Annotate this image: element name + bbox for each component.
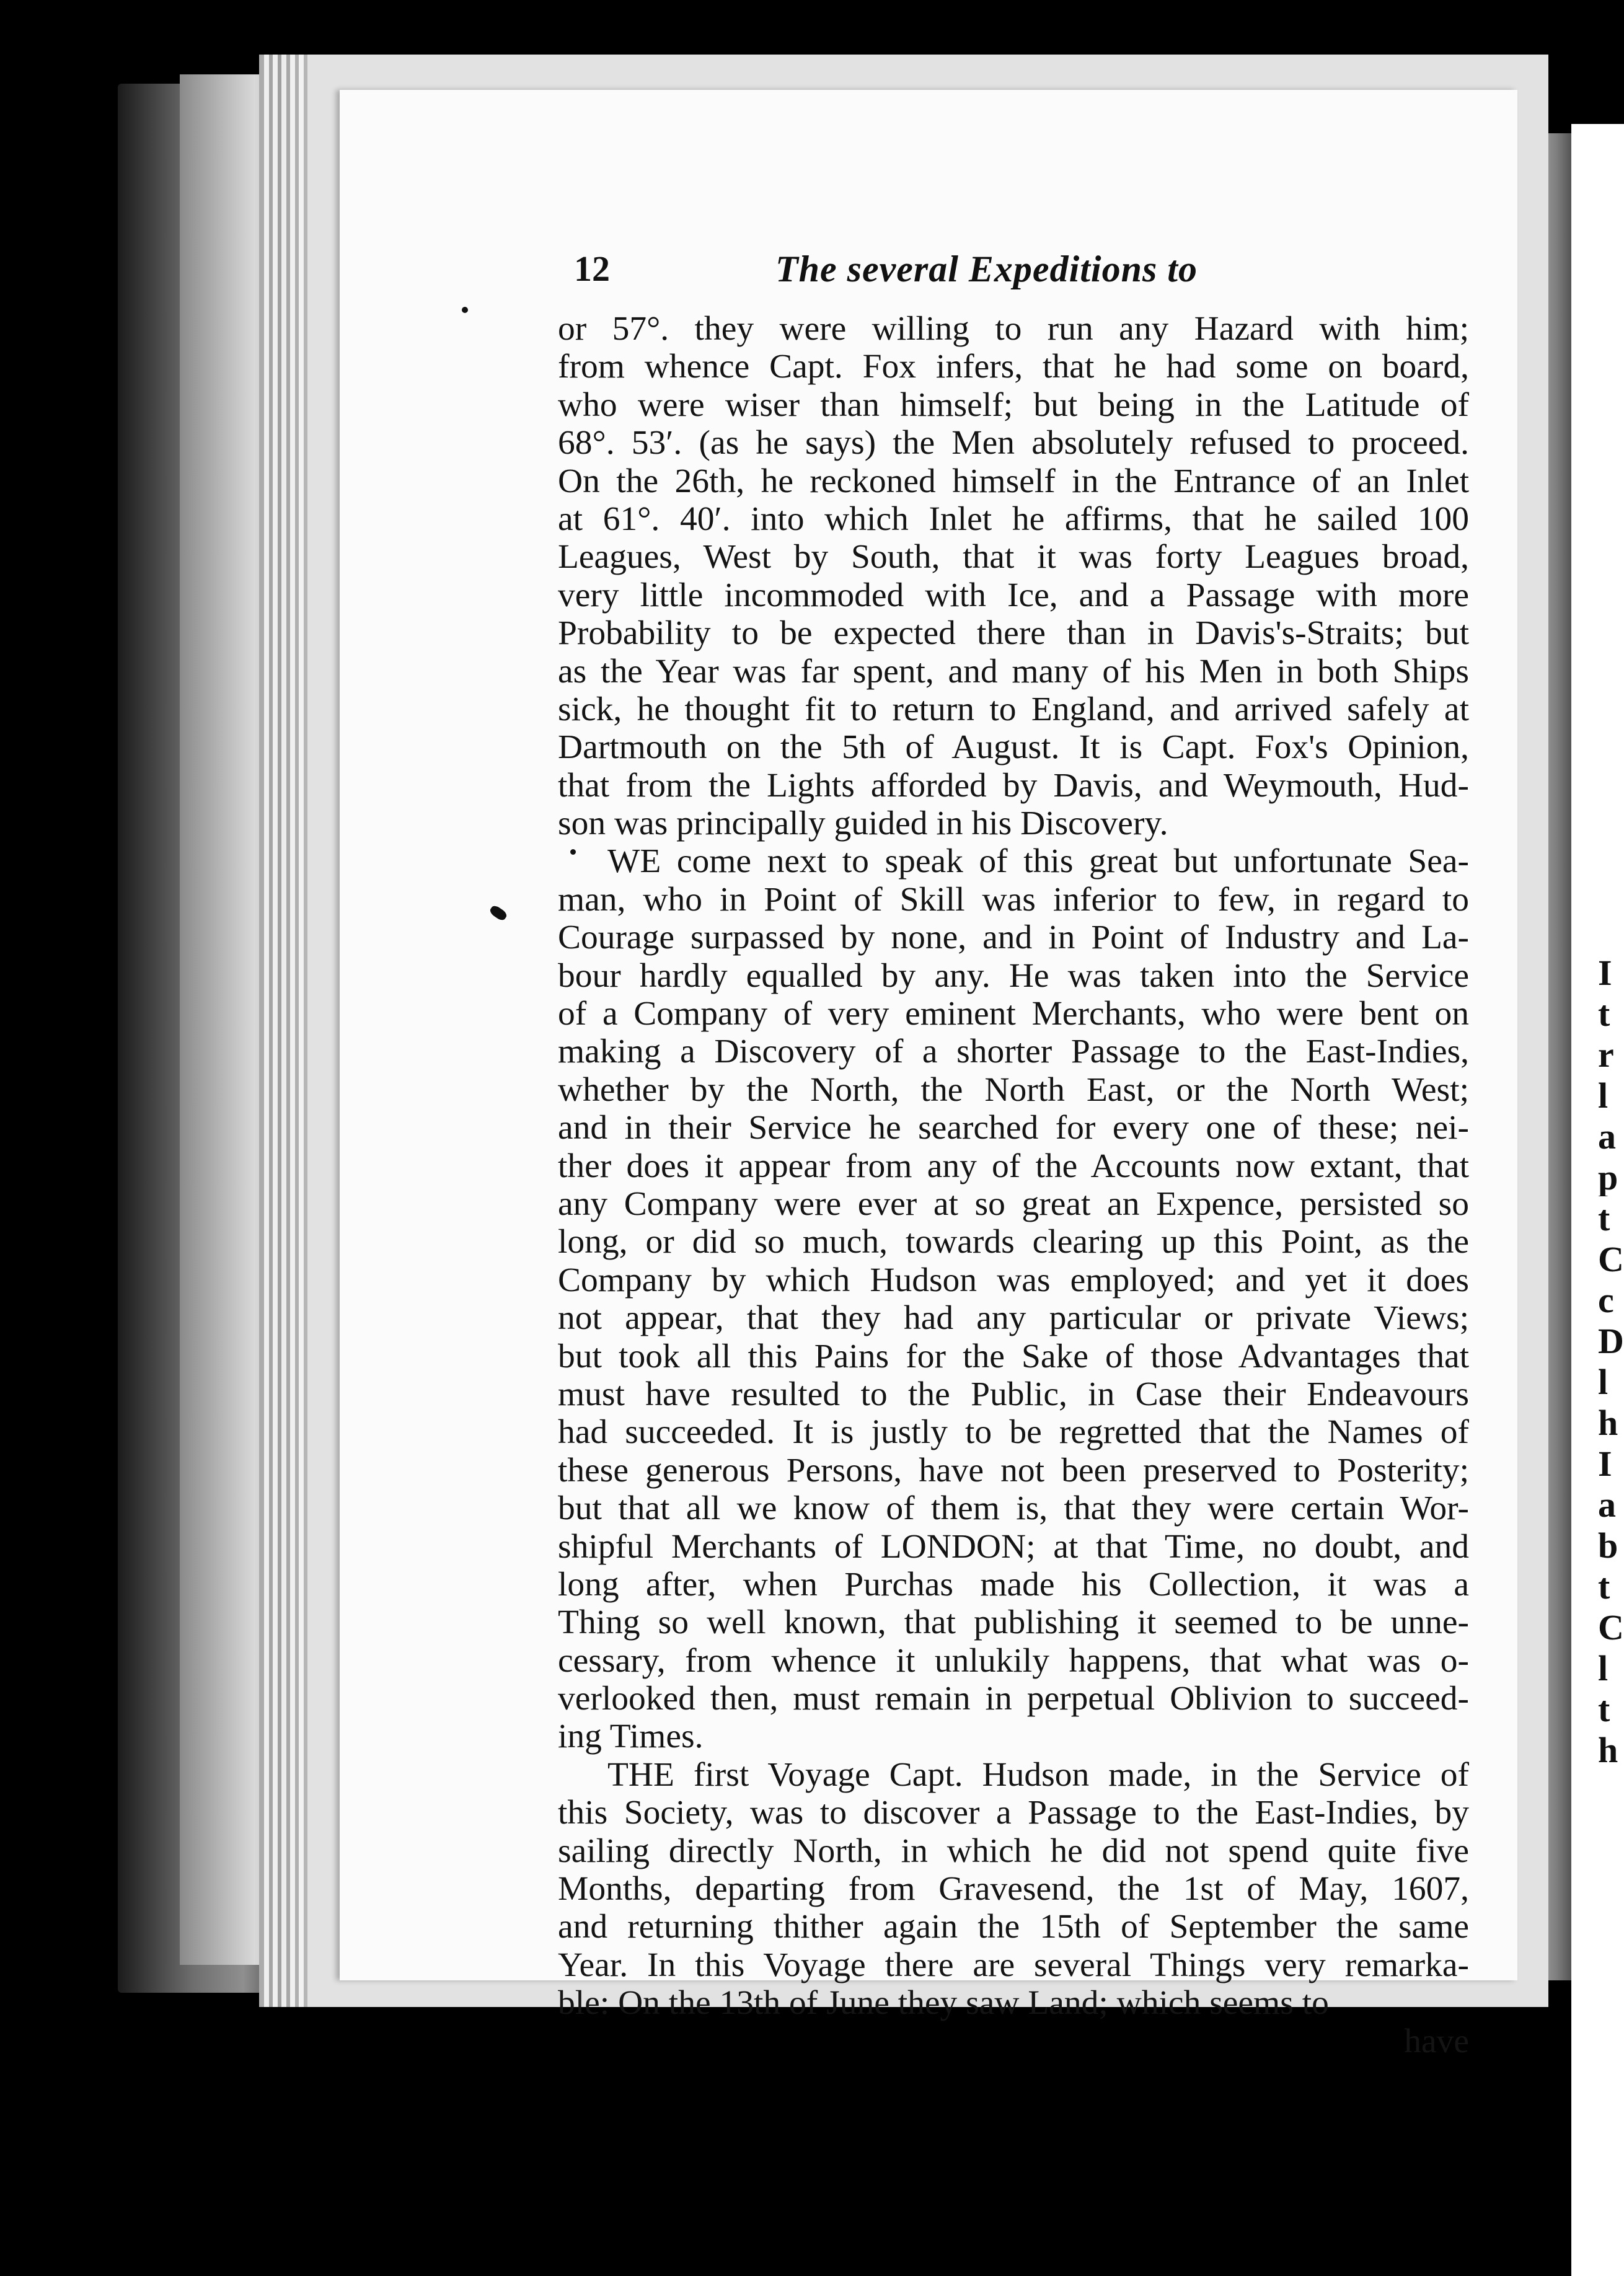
- facing-page-glyph: D: [1598, 1323, 1624, 1360]
- text-line: but that all we know of them is, that they were certain Wor-: [558, 1489, 1469, 1528]
- facing-page-glyph: h: [1598, 1405, 1618, 1442]
- text-line: Probability to be expected there than in Davis's-Straits; but: [558, 614, 1469, 653]
- text-line: On the 26th, he reckoned himself in the Entrance of an Inlet: [558, 462, 1469, 500]
- facing-page-glyph: t: [1598, 1568, 1610, 1605]
- text-line: from whence Capt. Fox infers, that he had some on board,: [558, 348, 1469, 386]
- text-line: any Company were ever at so great an Expence, persisted so: [558, 1184, 1469, 1223]
- page-number: 12: [574, 249, 610, 289]
- facing-page-glyph: t: [1598, 1691, 1610, 1728]
- text-line: Dartmouth on the 5th of August. It is Capt. Fox's Opinion,: [558, 728, 1469, 767]
- ink-speck: [570, 849, 576, 855]
- text-line: Courage surpassed by none, and in Point of Industry and La-: [558, 919, 1469, 957]
- facing-page-glyph: l: [1598, 1650, 1609, 1687]
- text-line: making a Discovery of a shorter Passage to the East-Indies,: [558, 1033, 1469, 1071]
- text-line: 68°. 53′. (as he says) the Men absolutely refused to proceed.: [558, 424, 1469, 462]
- text-line: Company by which Hudson was employed; and yet it does: [558, 1261, 1469, 1299]
- text-line: and returning thither again the 15th of September the same: [558, 1908, 1469, 1946]
- text-line: bour hardly equalled by any. He was taken into the Service: [558, 956, 1469, 995]
- body-text: [558, 310, 1469, 2060]
- facing-page-glyph: I: [1598, 1445, 1612, 1483]
- facing-page-glyph: a: [1598, 1486, 1616, 1524]
- text-line: who were wiser than himself; but being in the Latitude of: [558, 386, 1469, 424]
- text-line: long after, when Purchas made his Collection, it was a: [558, 1565, 1469, 1603]
- text-line: but took all this Pains for the Sake of those Advantages that: [558, 1337, 1469, 1375]
- text-line: Year. In this Voyage there are several Things very remarka-: [558, 1946, 1469, 1984]
- facing-page-glyph: h: [1598, 1732, 1618, 1769]
- running-title: The several Expeditions to: [775, 249, 1198, 289]
- facing-page-glyph: b: [1598, 1527, 1618, 1564]
- facing-page-glyph: t: [1598, 995, 1610, 1033]
- text-line: whether by the North, the North East, or the North West;: [558, 1070, 1469, 1109]
- facing-page-glyph: r: [1598, 1036, 1614, 1074]
- text-line: at 61°. 40′. into which Inlet he affirms, that he sailed 100: [558, 500, 1469, 538]
- facing-page-glyph: c: [1598, 1282, 1614, 1319]
- facing-page-glyph: t: [1598, 1200, 1610, 1237]
- text-line: very little incommoded with Ice, and a Passage with more: [558, 576, 1469, 614]
- text-line: long, or did so much, towards clearing up this Point, as the: [558, 1223, 1469, 1261]
- catchword: have: [1404, 2022, 1469, 2060]
- text-line: ble: On the 13th of June they saw Land; which seems to: [558, 1984, 1329, 2022]
- text-line: cessary, from whence it unlukily happens, that what was o-: [558, 1641, 1469, 1680]
- text-line: these generous Persons, have not been preserved to Posterity;: [558, 1451, 1469, 1489]
- text-line: Months, departing from Gravesend, the 1st of May, 1607,: [558, 1870, 1469, 1908]
- running-head: [574, 248, 1442, 304]
- text-line: shipful Merchants of LONDON; at that Time, no doubt, and: [558, 1527, 1469, 1566]
- ink-speck: [462, 307, 468, 313]
- text-line: THE first Voyage Capt. Hudson made, in the Service of: [607, 1755, 1469, 1794]
- facing-page-glyph: p: [1598, 1159, 1618, 1196]
- text-line: WE come next to speak of this great but unfortunate Sea-: [607, 842, 1469, 881]
- text-line: sailing directly North, in which he did not spend quite five: [558, 1832, 1469, 1870]
- facing-page-glyph: l: [1598, 1077, 1609, 1114]
- text-line: had succeeded. It is justly to be regretted that the Names of: [558, 1413, 1469, 1452]
- text-line: of a Company of very eminent Merchants, who were bent on: [558, 995, 1469, 1033]
- facing-page-glyph: C: [1598, 1609, 1624, 1646]
- text-line: man, who in Point of Skill was inferior to few, in regard to: [558, 880, 1469, 919]
- text-line: ther does it appear from any of the Accounts now extant, that: [558, 1147, 1469, 1185]
- text-line: not appear, that they had any particular or private Views;: [558, 1299, 1469, 1338]
- text-line: this Society, was to discover a Passage to the East-Indies, by: [558, 1794, 1469, 1832]
- text-line: verlooked then, must remain in perpetual Oblivion to succeed-: [558, 1680, 1469, 1718]
- facing-page-glyph: l: [1598, 1364, 1609, 1401]
- text-line: and in their Service he searched for every one of these; nei-: [558, 1109, 1469, 1147]
- text-line: Thing so well known, that publishing it seemed to be unne-: [558, 1603, 1469, 1642]
- text-line: as the Year was far spent, and many of his Men in both Ships: [558, 652, 1469, 690]
- text-line: must have resulted to the Public, in Case their Endeavours: [558, 1375, 1469, 1413]
- text-line: Leagues, West by South, that it was forty Leagues broad,: [558, 538, 1469, 576]
- facing-page-glyph: C: [1598, 1241, 1624, 1278]
- text-line: that from the Lights afforded by Davis, and Weymouth, Hud-: [558, 766, 1469, 805]
- facing-page-glyph: I: [1598, 955, 1612, 992]
- text-line: or 57°. they were willing to run any Hazard with him;: [558, 310, 1469, 348]
- text-line: sick, he thought fit to return to England, and arrived safely at: [558, 690, 1469, 728]
- text-line: ing Times.: [558, 1718, 704, 1756]
- text-line: son was principally guided in his Discovery.: [558, 805, 1168, 843]
- facing-page-glyph: a: [1598, 1118, 1616, 1155]
